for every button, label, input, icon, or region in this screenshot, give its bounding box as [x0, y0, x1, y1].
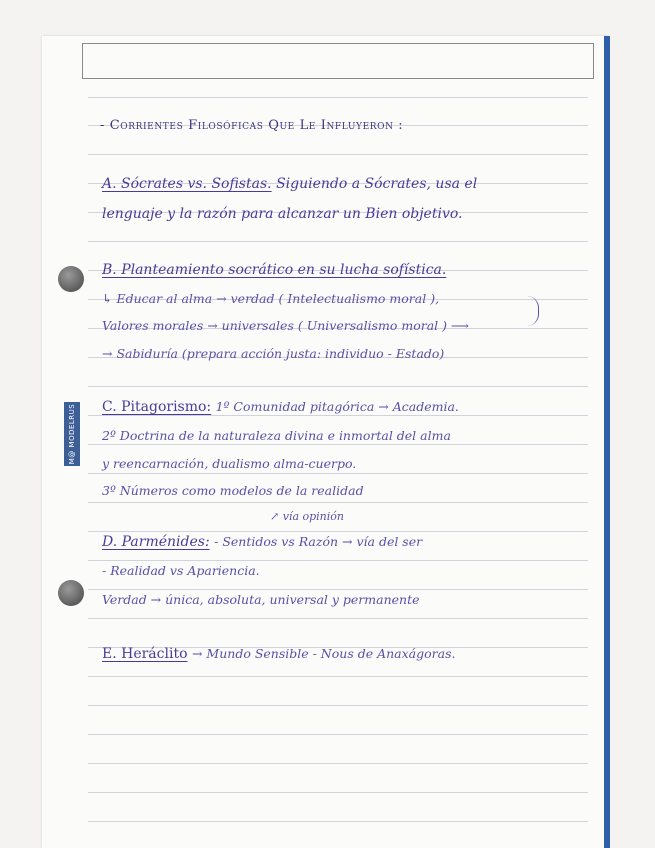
- binder-hole: [58, 266, 84, 292]
- section-c-line4: 3º Números como modelos de la realidad: [102, 483, 364, 498]
- section-b-line3: → Sabiduría (prepara acción justa: individuo - Estado): [102, 346, 445, 361]
- section-d-line3: Verdad → única, absoluta, universal y permanente: [102, 592, 420, 607]
- section-a-line2: lenguaje y la razón para alcanzar un Bien objetivo.: [102, 206, 463, 222]
- section-b-line1: ↳ Educar al alma → verdad ( Intelectualismo moral ),: [102, 291, 440, 306]
- ruled-line: [88, 821, 588, 822]
- section-c-title: C. Pitagorismo:: [102, 399, 212, 415]
- brand-label: M@ MODELRUS: [68, 403, 76, 465]
- section-d-note: ↗ vía opinión: [270, 510, 344, 523]
- ruled-line: [88, 763, 588, 764]
- section-d-title: D. Parménides:: [102, 534, 210, 550]
- section-d-line1: [102, 534, 422, 550]
- section-a-line1: [102, 176, 477, 192]
- section-d-line2: - Realidad vs Apariencia.: [102, 563, 260, 578]
- brand-logo: [64, 402, 80, 466]
- ruled-line: [88, 734, 588, 735]
- section-d-line1-rest: - Sentidos vs Razón → vía del ser: [214, 534, 423, 549]
- section-c-line2: 2º Doctrina de la naturaleza divina e inmortal del alma: [102, 428, 451, 443]
- section-b-title: B. Planteamiento socrático en su lucha sofística.: [102, 262, 447, 278]
- ruled-line: [88, 705, 588, 706]
- ruled-line: [88, 676, 588, 677]
- ruled-line: [88, 415, 588, 416]
- section-b-line2: Valores morales → universales ( Universalismo moral ) ⟶: [102, 318, 469, 333]
- ruled-line: [88, 531, 588, 532]
- ruled-line: [88, 241, 588, 242]
- ruled-line: [88, 792, 588, 793]
- section-e-line1: [102, 646, 455, 662]
- ruled-line: [88, 589, 588, 590]
- section-a-line1-rest: Siguiendo a Sócrates, usa el: [276, 176, 478, 192]
- ruled-line: [88, 444, 588, 445]
- section-a-title: A. Sócrates vs. Sofistas.: [102, 176, 272, 192]
- ruled-line: [88, 473, 588, 474]
- section-c-line1: [102, 399, 459, 415]
- ruled-line: [88, 154, 588, 155]
- header-box: [82, 43, 594, 79]
- section-c-line1-rest: 1º Comunidad pitagórica → Academia.: [215, 399, 459, 414]
- notes-heading: - Corrientes Filosóficas Que Le Influyeron :: [100, 118, 404, 133]
- ruled-line: [88, 502, 588, 503]
- section-e-line1-rest: → Mundo Sensible - Nous de Anaxágoras.: [191, 646, 456, 661]
- ruled-line: [88, 97, 588, 98]
- page-edge-strip: [604, 36, 610, 848]
- ruled-line: [88, 618, 588, 619]
- ruled-line: [88, 386, 588, 387]
- section-c-line3: y reencarnación, dualismo alma-cuerpo.: [102, 456, 357, 471]
- binder-hole: [58, 580, 84, 606]
- ruled-line: [88, 560, 588, 561]
- section-e-title: E. Heráclito: [102, 646, 188, 662]
